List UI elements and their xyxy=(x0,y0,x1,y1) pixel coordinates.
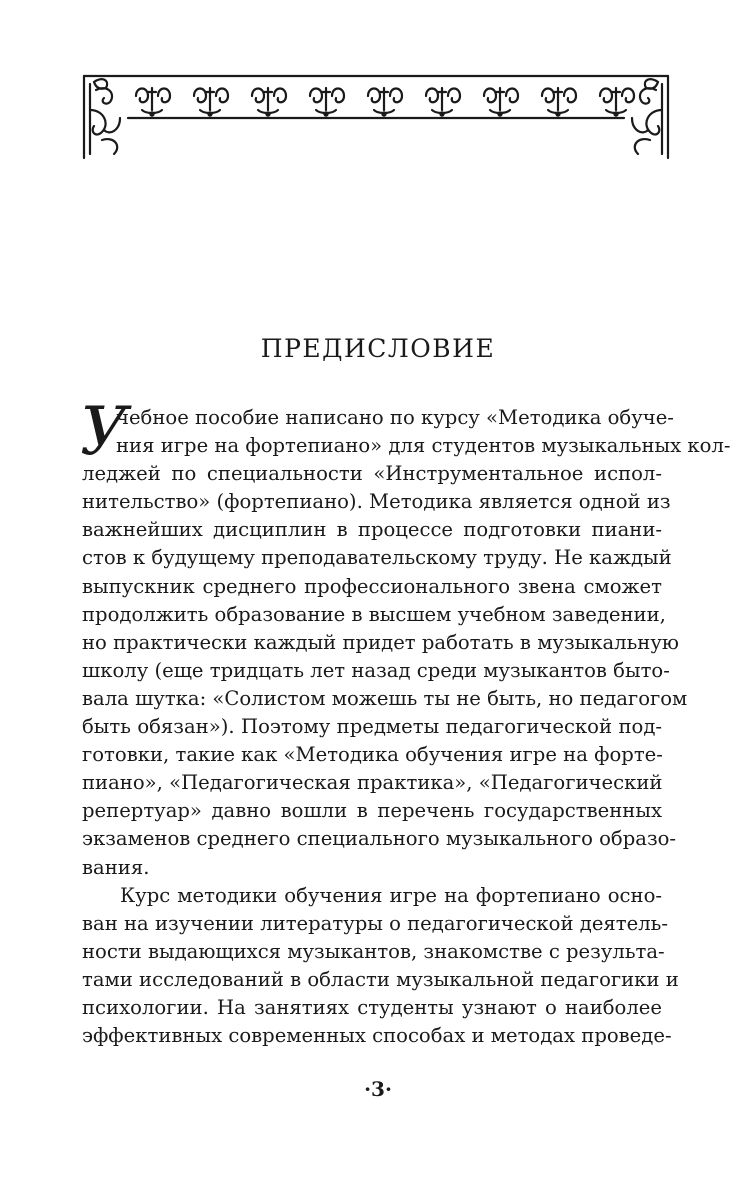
text-line: быть обязан»). Поэтому предметы педагогической под- xyxy=(82,715,662,739)
text-line: но практически каждый придет работать в музыкальную xyxy=(82,630,679,654)
text-line: нительство» (фортепиано). Методика является одной из xyxy=(82,490,671,514)
text-line: Курс методики обучения игре на фортепиано осно- xyxy=(120,883,662,907)
text-line: эффективных современных способах и методах проведе- xyxy=(82,1024,672,1048)
text-line: репертуар» давно вошли в перечень государственных xyxy=(82,799,662,823)
page-title: ПРЕДИСЛОВИЕ xyxy=(260,334,496,363)
text-line: тами исследований в области музыкальной педагогики и xyxy=(82,967,679,991)
text-line: психологии. На занятиях студенты узнают о наиболее xyxy=(82,995,662,1019)
text-line: леджей по специальности «Инструментальное испол- xyxy=(82,462,662,486)
text-line: чебное пособие написано по курсу «Методика обуче- xyxy=(116,406,674,429)
decorative-header-border-icon xyxy=(80,70,672,162)
text-line: пиано», «Педагогическая практика», «Педагогический xyxy=(82,771,663,795)
text-line: стов к будущему преподавательскому труду. Не каждый xyxy=(82,546,672,570)
text-line: выпускник среднего профессионального звена сможет xyxy=(82,574,662,598)
body-text xyxy=(80,393,731,1050)
text-line: готовки, такие как «Методика обучения игре на форте- xyxy=(82,743,663,767)
text-line: ния игре на фортепиано» для студентов музыкальных кол- xyxy=(116,434,731,458)
paragraph-1 xyxy=(80,393,731,882)
page-number: ·3· xyxy=(364,1077,392,1101)
text-line: школу (еще тридцать лет назад среди музыкантов быто- xyxy=(82,658,670,682)
paragraph-2 xyxy=(82,882,679,1051)
drop-cap: У xyxy=(80,393,128,470)
text-line: экзаменов среднего специального музыкального образо- xyxy=(82,827,677,851)
text-line: продолжить образование в высшем учебном заведении, xyxy=(82,602,666,626)
text-line: вала шутка: «Солистом можешь ты не быть, но педагогом xyxy=(82,686,688,710)
text-line: вания. xyxy=(82,855,150,879)
text-line: ности выдающихся музыкантов, знакомстве с результа- xyxy=(82,939,665,963)
text-line: важнейших дисциплин в процессе подготовки пиани- xyxy=(82,518,662,542)
text-line: ван на изучении литературы о педагогической деятель- xyxy=(82,911,668,935)
